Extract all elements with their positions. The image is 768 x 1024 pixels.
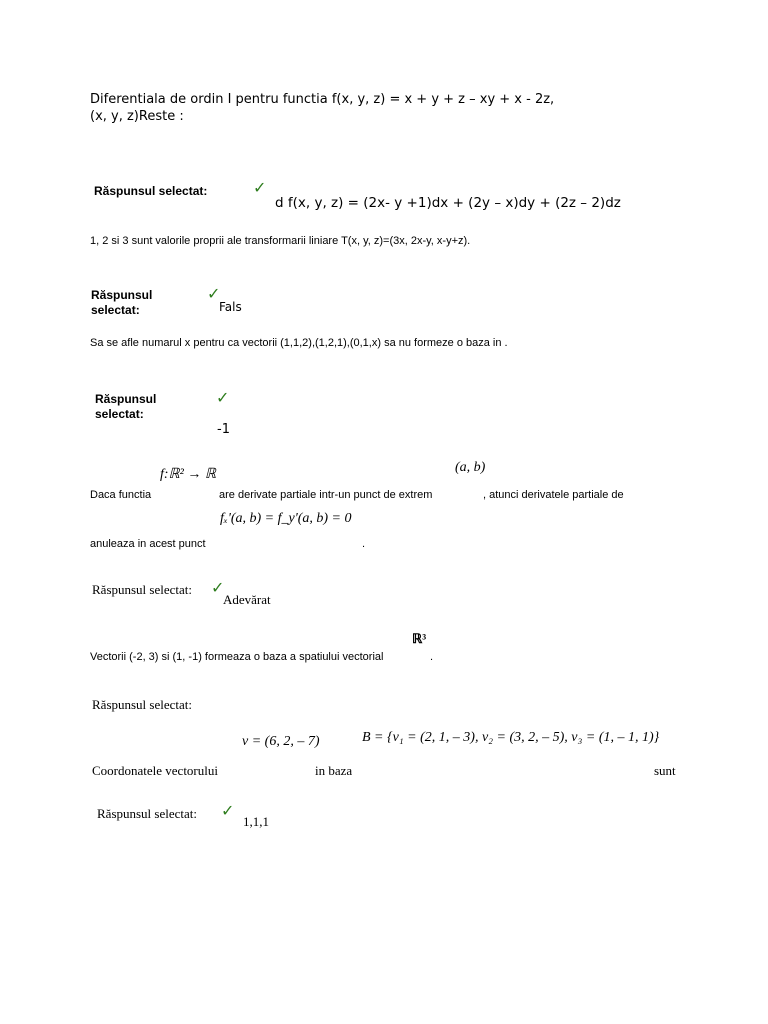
q1-correct-check-icon: ✓: [253, 178, 267, 197]
q2-answer-label-line1: Răspunsul: [91, 288, 153, 302]
q6-correct-check-icon: ✓: [221, 801, 235, 820]
q4-formula-partials: fₓ'(a, b) = f_y'(a, b) = 0: [220, 511, 352, 526]
q3-question: Sa se afle numarul x pentru ca vectorii (1,1,2),(1,2,1),(0,1,x) sa nu formeze o baza in .: [90, 337, 508, 349]
q2-correct-check-icon: ✓: [207, 284, 221, 303]
q6-text-part1: Coordonatele vectorului: [92, 763, 218, 778]
q6-text-part2: in baza: [315, 763, 353, 778]
q6-selected-answer: 1,1,1: [243, 814, 269, 829]
q3-selected-answer: -1: [217, 422, 230, 437]
q5-question-end: .: [430, 651, 434, 663]
q4-selected-answer: Adevărat: [223, 592, 271, 607]
q5-question: Vectorii (-2, 3) si (1, -1) formeaza o baza a spatiului vectorial: [90, 651, 384, 663]
q5-formula-space: ℝ³: [412, 631, 427, 646]
q3-answer-label-line1: Răspunsul: [95, 392, 157, 406]
q4-text-part1: Daca functia: [90, 489, 152, 501]
q4-text-part3: , atunci derivatele partiale de: [483, 489, 624, 501]
q6-formula-basis: B = {v₁ = (2, 1, – 3), v₂ = (3, 2, – 5), v₃ = (1, – 1, 1)}: [362, 730, 660, 745]
q4-correct-check-icon: ✓: [211, 578, 225, 597]
q2-question: 1, 2 si 3 sunt valorile proprii ale transformarii liniare T(x, y, z)=(3x, 2x-y, x-y+z).: [90, 235, 471, 247]
q4-text-line2-end: .: [362, 538, 366, 550]
q3-answer-label-line2: selectat:: [95, 407, 144, 421]
q6-text-part3: sunt: [654, 763, 676, 778]
q1-question-line1: Diferentiala de ordin I pentru functia f(x, y, z) = x + y + z – xy + x - 2z,: [90, 92, 555, 107]
q5-answer-label: Răspunsul selectat:: [92, 697, 193, 712]
q1-selected-answer: d f(x, y, z) = (2x- y +1)dx + (2y – x)dy + (2z – 2)dz: [275, 195, 621, 211]
q3-correct-check-icon: ✓: [216, 388, 230, 407]
q4-formula-point: (a, b): [455, 460, 486, 475]
q1-answer-label: Răspunsul selectat:: [94, 184, 208, 198]
q4-answer-label: Răspunsul selectat:: [92, 582, 193, 597]
q6-formula-vector: v = (6, 2, – 7): [242, 734, 320, 749]
q2-selected-answer: Fals: [219, 300, 242, 314]
q2-answer-label-line2: selectat:: [91, 303, 140, 317]
q4-text-line2: anuleaza in acest punct: [90, 538, 206, 550]
q6-answer-label: Răspunsul selectat:: [97, 806, 198, 821]
q4-formula-map: f:ℝ² → ℝ: [160, 467, 216, 482]
q4-text-part2: are derivate partiale intr-un punct de extrem: [219, 489, 433, 501]
q1-question-line2: (x, y, z)Reste :: [90, 109, 184, 124]
